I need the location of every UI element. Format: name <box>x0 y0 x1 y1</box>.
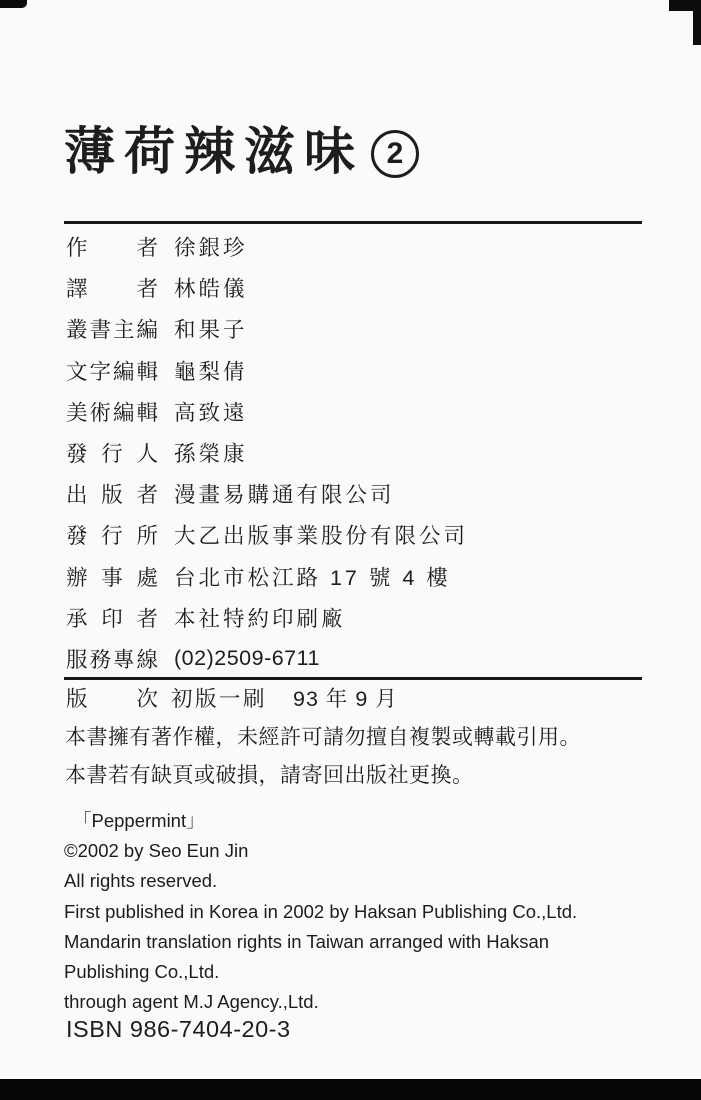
credit-label: 辦 事 處 <box>66 565 158 590</box>
volume-number-badge: 2 <box>371 130 419 178</box>
scan-mark-bottom-bar <box>0 1079 701 1100</box>
credit-value: 龜梨倩 <box>174 359 248 384</box>
english-copyright-block <box>64 806 577 1017</box>
credit-label: 文 字 編 輯 <box>66 359 158 384</box>
divider-top <box>64 221 642 224</box>
book-title <box>64 110 419 184</box>
english-line: Publishing Co.,Ltd. <box>64 961 220 983</box>
credit-value: 和果子 <box>174 318 248 343</box>
credit-row <box>66 350 638 391</box>
credit-value: 徐銀珍 <box>174 236 248 261</box>
credit-label: 發 行 所 <box>66 524 158 549</box>
isbn: ISBN 986-7404-20-3 <box>66 1016 291 1042</box>
credit-label: 譯 者 <box>66 277 158 302</box>
notice-line: 本書擁有著作權，未經許可請勿擅自複製或轉載引用。 <box>65 726 581 749</box>
credit-label: 發 行 人 <box>66 442 158 467</box>
credit-row <box>66 391 638 432</box>
credit-row <box>66 226 638 267</box>
credit-row <box>66 556 638 597</box>
credit-label: 出 版 者 <box>66 483 158 508</box>
english-line: First published in Korea in 2002 by Haksan Publishing Co.,Ltd. <box>64 900 578 922</box>
english-line: 「Peppermint」 <box>73 810 205 831</box>
credit-row <box>66 514 638 555</box>
copyright-notices <box>65 719 581 795</box>
credit-value: 大乙出版事業股份有限公司 <box>174 524 469 549</box>
divider-bottom <box>64 677 642 680</box>
english-line: Mandarin translation rights in Taiwan arranged with Haksan <box>64 930 550 952</box>
english-line: through agent M.J Agency.,Ltd. <box>64 991 319 1013</box>
book-title-text: 薄荷辣滋味 <box>64 123 365 181</box>
credit-row <box>66 267 638 308</box>
edition-row <box>66 681 398 713</box>
credit-value: 高致遠 <box>174 400 248 425</box>
credit-row <box>66 432 638 473</box>
english-line: ©2002 by Seo Eun Jin <box>64 840 249 862</box>
credit-value: 林皓儀 <box>174 277 248 302</box>
credit-row <box>66 473 638 514</box>
scan-mark-top-left <box>0 0 27 8</box>
credit-value: 漫畫易購通有限公司 <box>174 483 395 508</box>
credit-label: 美 術 編 輯 <box>66 400 158 425</box>
credit-value: 孫榮康 <box>174 442 248 467</box>
notice-line: 本書若有缺頁或破損，請寄回出版社更換。 <box>65 764 474 787</box>
credit-label: 叢 書 主 編 <box>66 318 158 343</box>
credit-row <box>66 308 638 349</box>
edition-date: 93 年 9 月 <box>293 686 398 711</box>
english-line: All rights reserved. <box>64 870 218 892</box>
credit-value: 本社特約印刷廠 <box>174 606 346 631</box>
credits-list <box>66 226 638 679</box>
scan-mark-top-right-vertical <box>693 0 701 45</box>
credit-label: 承 印 者 <box>66 606 158 631</box>
credit-row <box>66 638 638 679</box>
credit-value: (02)2509-6711 <box>174 645 320 670</box>
credit-label: 服 務 專 線 <box>66 647 158 672</box>
edition-printing: 初版一刷 <box>171 686 268 711</box>
edition-label: 版 次 <box>66 686 158 711</box>
credit-value: 台北市松江路 17 號 4 樓 <box>174 565 451 590</box>
credit-label: 作 者 <box>66 236 158 261</box>
credit-row <box>66 597 638 638</box>
